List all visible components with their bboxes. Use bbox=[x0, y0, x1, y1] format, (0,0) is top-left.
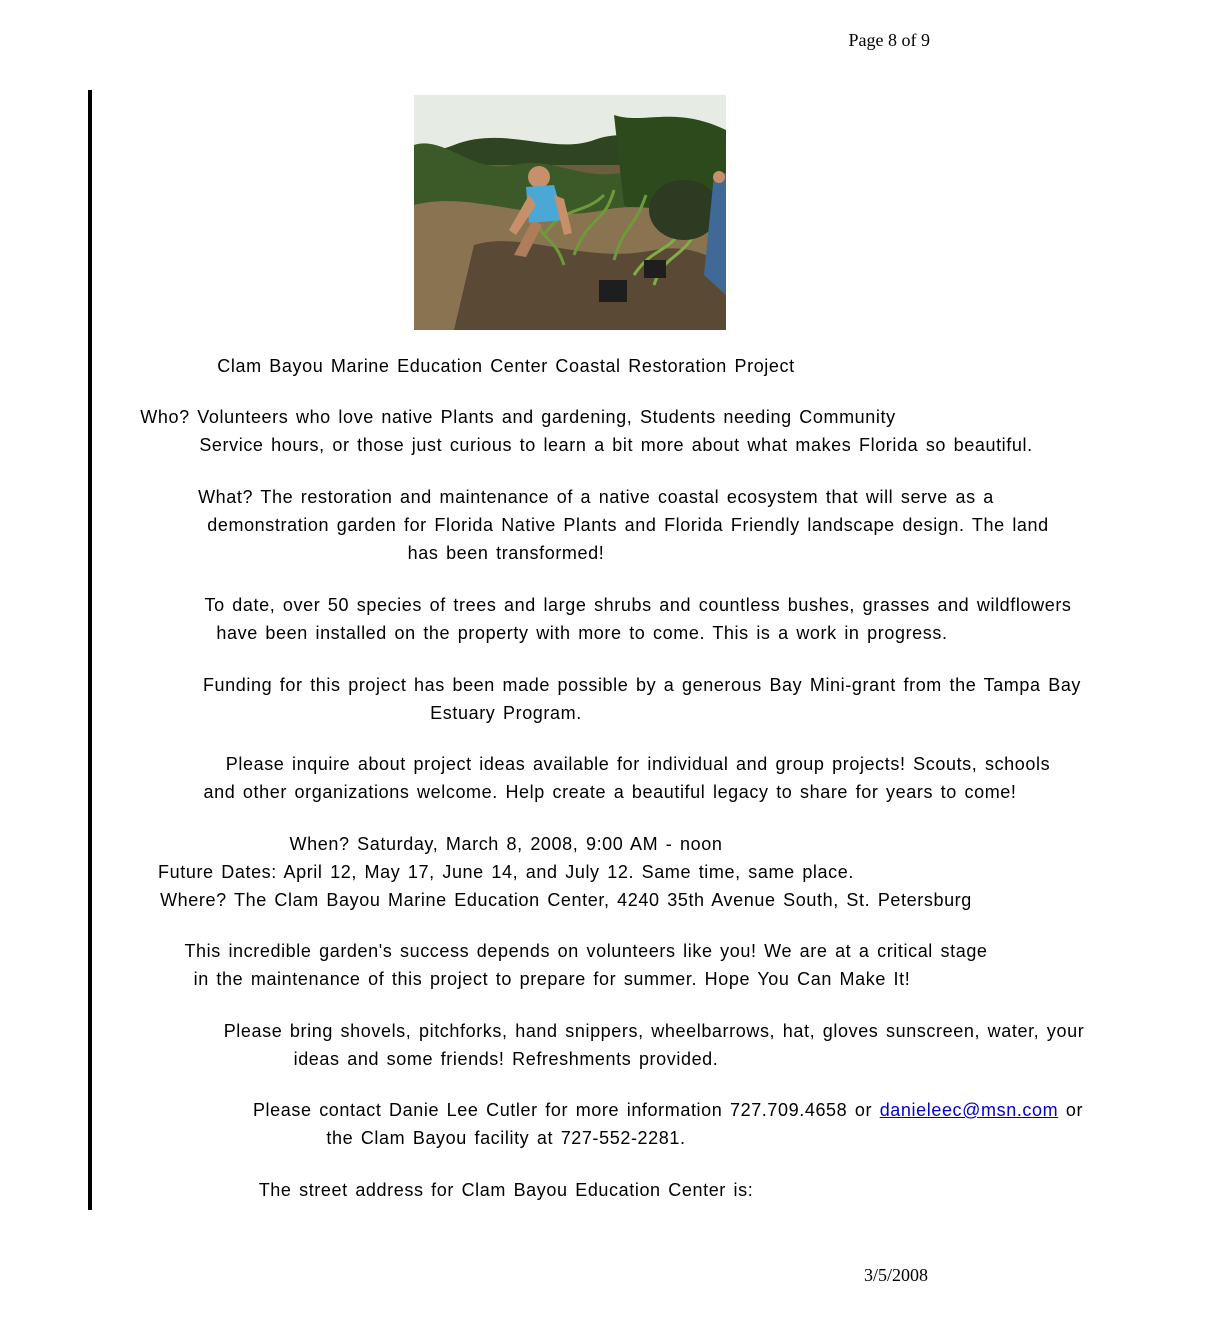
page-number: Page 8 of 9 bbox=[848, 30, 930, 50]
garden-photo bbox=[414, 95, 726, 330]
funding-line-2: Estuary Program. bbox=[430, 703, 582, 723]
address-intro: The street address for Clam Bayou Education Center is: bbox=[258, 1180, 754, 1200]
email-link[interactable]: danieleec@msn.com bbox=[879, 1100, 1059, 1120]
what-line-2: demonstration garden for Florida Native Plants and Florida Friendly landscape design. The land bbox=[207, 515, 1049, 535]
left-margin-rule bbox=[88, 90, 92, 1210]
todate-line-2: have been installed on the property with more to come. This is a work in progress. bbox=[216, 623, 948, 643]
inquire-line-2: and other organizations welcome. Help create a beautiful legacy to share for years to come! bbox=[203, 782, 1017, 802]
who-line-1: Who? Volunteers who love native Plants and gardening, Students needing Community bbox=[140, 407, 896, 427]
who-line-2: Service hours, or those just curious to learn a bit more about what makes Florida so beautiful. bbox=[199, 435, 1033, 455]
what-line-3: has been transformed! bbox=[407, 543, 605, 563]
what-line-1: What? The restoration and maintenance of a native coastal ecosystem that will serve as a bbox=[198, 487, 994, 507]
contact-line-2: the Clam Bayou facility at 727-552-2281. bbox=[326, 1128, 686, 1148]
page-date: 3/5/2008 bbox=[863, 1265, 928, 1285]
success-line-2: in the maintenance of this project to prepare for summer. Hope You Can Make It! bbox=[193, 969, 911, 989]
page-content bbox=[94, 90, 1085, 1220]
where-line: Where? The Clam Bayou Marine Education Center, 4240 35th Avenue South, St. Petersburg bbox=[160, 890, 972, 910]
project-title: Clam Bayou Marine Education Center Coastal Restoration Project bbox=[217, 356, 795, 376]
contact-text: Please contact Danie Lee Cutler for more information 727.709.4658 or bbox=[252, 1100, 880, 1120]
contact-suffix: or bbox=[1058, 1100, 1084, 1120]
inquire-line-1: Please inquire about project ideas available for individual and group projects! Scouts, schools bbox=[225, 754, 1051, 774]
when-line: When? Saturday, March 8, 2008, 9:00 AM - noon bbox=[289, 834, 723, 854]
funding-line-1: Funding for this project has been made possible by a generous Bay Mini-grant from the Tampa Bay bbox=[202, 675, 1082, 695]
contact-line-1 bbox=[118, 1096, 1218, 1124]
future-dates-line: Future Dates: April 12, May 17, June 14, and July 12. Same time, same place. bbox=[158, 862, 854, 882]
bring-line-2: ideas and some friends! Refreshments provided. bbox=[293, 1049, 719, 1069]
success-line-1: This incredible garden's success depends on volunteers like you! We are at a critical stage bbox=[184, 941, 988, 961]
bring-line-1: Please bring shovels, pitchforks, hand snippers, wheelbarrows, hat, gloves sunscreen, water, your bbox=[223, 1021, 1085, 1041]
todate-line-1: To date, over 50 species of trees and large shrubs and countless bushes, grasses and wildflowers bbox=[204, 595, 1072, 615]
